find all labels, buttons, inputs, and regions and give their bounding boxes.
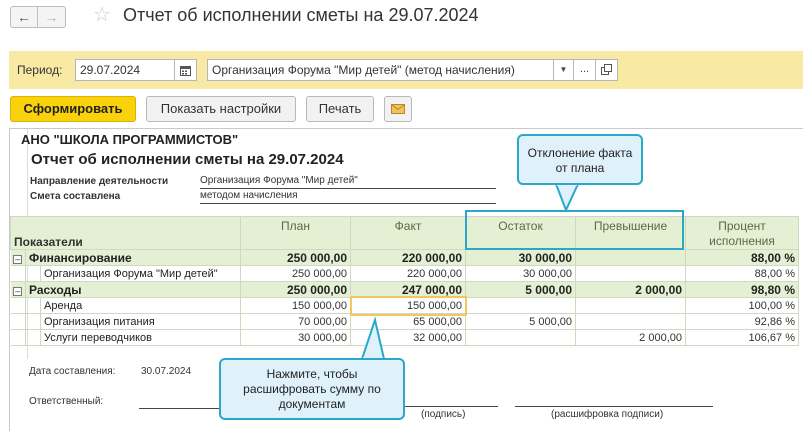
cell-percent: 92,86 %: [686, 314, 799, 330]
cell-fact[interactable]: 150 000,00: [351, 298, 466, 314]
cell-plan[interactable]: 250 000,00: [241, 266, 351, 282]
period-label: Период:: [17, 63, 63, 77]
cell-remainder[interactable]: 5 000,00: [466, 282, 576, 298]
cell-percent: 106,67 %: [686, 330, 799, 346]
row-name: Аренда: [41, 298, 241, 314]
deviation-callout: [517, 134, 643, 185]
cell-excess[interactable]: 2 000,00: [576, 282, 686, 298]
arrow-left-icon: ←: [17, 9, 31, 25]
report-title: Отчет об исполнении сметы на 29.07.2024: [31, 151, 344, 168]
column-header-percent-line2: исполнения: [709, 234, 775, 248]
callout-text-line: Нажмите, чтобы: [266, 367, 358, 381]
cell-percent: 88,00 %: [686, 250, 799, 266]
callout-pointer-click: [362, 320, 384, 359]
cell-fact[interactable]: 220 000,00: [351, 250, 466, 266]
direction-value: Организация Форума "Мир детей": [200, 175, 496, 189]
column-header-fact: Факт: [351, 217, 466, 250]
cell-fact[interactable]: 32 000,00: [351, 330, 466, 346]
show-settings-button[interactable]: Показать настройки: [146, 96, 296, 122]
arrow-right-icon: →: [44, 9, 59, 25]
generate-button[interactable]: Сформировать: [10, 96, 136, 122]
cell-fact[interactable]: 220 000,00: [351, 266, 466, 282]
cell-remainder[interactable]: 30 000,00: [466, 250, 576, 266]
date-label: Дата составления:: [29, 366, 116, 377]
column-header-indicators: Показатели: [11, 217, 241, 250]
cell-remainder[interactable]: 5 000,00: [466, 314, 576, 330]
signature-decode-caption: (расшифровка подписи): [551, 409, 664, 420]
cell-percent: 98,80 %: [686, 282, 799, 298]
callout-pointer-deviation: [556, 184, 578, 210]
cell-fact[interactable]: 65 000,00: [351, 314, 466, 330]
row-name: Расходы: [26, 282, 241, 298]
estimate-label: Смета составлена: [30, 191, 121, 202]
callout-text-line: Отклонение факта: [527, 146, 633, 160]
row-name: Финансирование: [26, 250, 241, 266]
signature-caption: (подпись): [421, 409, 466, 420]
cell-fact[interactable]: 247 000,00: [351, 282, 466, 298]
row-name: Услуги переводчиков: [41, 330, 241, 346]
callout-text-line: от плана: [555, 161, 605, 175]
organization-name: АНО "ШКОЛА ПРОГРАММИСТОВ": [21, 132, 239, 147]
organization-select-input[interactable]: Организация Форума "Мир детей" (метод начисления): [207, 59, 554, 81]
cell-percent: 100,00 %: [686, 298, 799, 314]
page-title: Отчет об исполнении сметы на 29.07.2024: [123, 5, 479, 25]
print-button[interactable]: Печать: [306, 96, 374, 122]
ellipsis-icon: ...: [579, 63, 590, 75]
cell-plan[interactable]: 30 000,00: [241, 330, 351, 346]
cell-plan[interactable]: 250 000,00: [241, 282, 351, 298]
favorite-star-icon[interactable]: ☆: [93, 4, 111, 26]
period-date-input[interactable]: 29.07.2024: [75, 59, 175, 81]
responsible-label: Ответственный:: [29, 396, 104, 407]
row-name: Организация питания: [41, 314, 241, 330]
cell-plan[interactable]: 150 000,00: [241, 298, 351, 314]
cell-percent: 88,00 %: [686, 266, 799, 282]
cell-remainder[interactable]: 30 000,00: [466, 266, 576, 282]
caret-down-icon: ▼: [559, 65, 568, 74]
cell-plan[interactable]: 70 000,00: [241, 314, 351, 330]
row-name: Организация Форума "Мир детей": [41, 266, 241, 282]
date-value: 30.07.2024: [141, 366, 192, 377]
estimate-value: методом начисления: [200, 190, 496, 204]
cell-excess[interactable]: 2 000,00: [576, 330, 686, 346]
drilldown-callout: [219, 358, 405, 420]
collapse-minus-icon: –: [15, 253, 21, 264]
callout-text-line: расшифровать сумму по: [243, 382, 381, 396]
column-header-percent-line1: Процент: [718, 219, 766, 233]
collapse-minus-icon: –: [15, 285, 21, 296]
column-header-plan: План: [241, 217, 351, 250]
column-header-excess: Превышение: [576, 217, 686, 250]
callout-text-line: документам: [278, 397, 346, 411]
column-header-remainder: Остаток: [466, 217, 576, 250]
cell-plan[interactable]: 250 000,00: [241, 250, 351, 266]
direction-label: Направление деятельности: [30, 176, 169, 187]
